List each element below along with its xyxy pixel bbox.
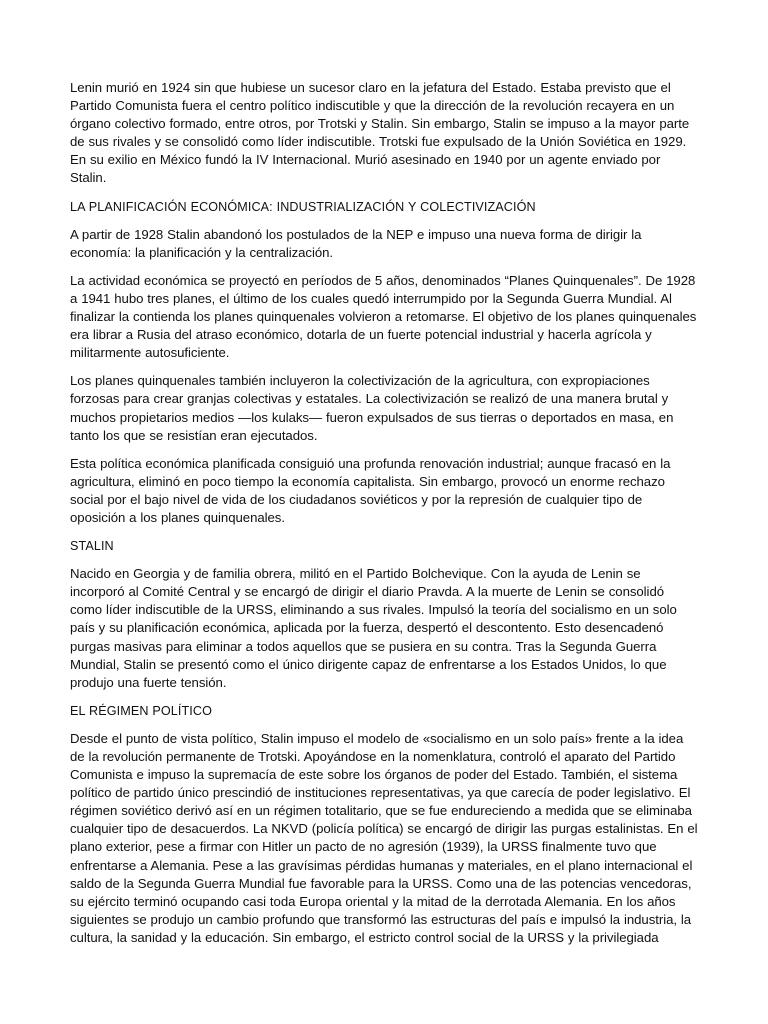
paragraph-colectivizacion: Los planes quinquenales también incluyeron la colectivización de la agricultura, con expropiaciones forzosas para crear granjas colectivas y estatales. La colectivización se realizó de una manera brutal y muchos propietarios medios —los kulaks— fueron expulsados de sus tierras o deportados en masa, en tanto los que se resistían eran ejecutados. (70, 373, 674, 443)
paragraph-lenin-death: Lenin murió en 1924 sin que hubiese un sucesor claro en la jefatura del Estado. Estaba previsto que el Partido Comunista fuera el centro político indiscutible y que la dirección de la revolución recayera en un órgano colectivo formado, entre otros, por Trotski y Stalin. Sin embargo, Stalin se impuso a la mayor parte de sus rivales y se consolidó como líder indiscutible. Trotski fue expulsado de la Unión Soviética en 1929. En su exilio en México fundó la IV Internacional. Murió asesinado en 1940 por un agente enviado por Stalin. (70, 80, 690, 186)
heading-stalin: STALIN (70, 539, 114, 554)
paragraph-planificacion-intro: A partir de 1928 Stalin abandonó los postulados de la NEP e impuso una nueva forma de dirigir la economía: la planificación y la centralización. (70, 226, 642, 260)
paragraph-planes-quinquenales: La actividad económica se proyectó en períodos de 5 años, denominados “Planes Quinquenales”. De 1928 a 1941 hubo tres planes, el último de los cuales quedó interrumpido por la Segunda Guerra Mundial. Al finalizar la contienda los planes quinquenales volvieron a retomarse. El objetivo de los planes quinquenales era librar a Rusia del atraso económico, dotarla de un fuerte potencial industrial y hacerla agrícola y militarmente autosuficiente. (70, 272, 697, 361)
heading-planificacion-economica: LA PLANIFICACIÓN ECONÓMICA: INDUSTRIALIZACIÓN Y COLECTIVIZACIÓN (70, 199, 536, 214)
paragraph-regimen-politico: Desde el punto de vista político, Stalin impuso el modelo de «socialismo en un solo país» frente a la idea de la revolución permanente de Trotski. Apoyándose en la nomenklatura, controló el aparato del Partido Comunista e impuso la supremacía de este sobre los órganos de poder del Estado. También, el sistema político de partido único prescindió de instituciones representativas, ya que carecía de poder legislativo. El régimen soviético derivó así en un régimen totalitario, que se fue endureciendo a medida que se eliminaba cualquier tipo de desacuerdos. La NKVD (policía política) se encargó de dirigir las purgas estalinistas. En el plano exterior, pese a firmar con Hitler un pacto de no agresión (1939), la URSS finalmente tuvo que enfrentarse a Alemania. Pese a las gravísimas pérdidas humanas y materiales, en el plano internacional el saldo de la Segunda Guerra Mundial fue favorable para la URSS. Como una de las potencias vencedoras, su ejército terminó ocupando casi toda Europa oriental y la mitad de la derrotada Alemania. En los años siguientes se produjo un cambio profundo que transformó las estructuras del país e impulsó la industria, la cultura, la sanidad y la educación. Sin embargo, el estricto control social de la URSS y la privilegiada (70, 730, 698, 945)
heading-regimen-politico: EL RÉGIMEN POLÍTICO (70, 703, 212, 718)
paragraph-stalin-bio: Nacido en Georgia y de familia obrera, militó en el Partido Bolchevique. Con la ayuda de Lenin se incorporó al Comité Central y se encargó de dirigir el diario Pravda. A la muerte de Lenin se consolidó como líder indiscutible de la URSS, eliminando a sus rivales. Impulsó la teoría del socialismo en un solo país y su planificación económica, aplicada por la fuerza, despertó el descontento. Esto desencadenó purgas masivas para eliminar a todos aquellos que se pusiera en su contra. Tras la Segunda Guerra Mundial, Stalin se presentó como el único dirigente capaz de enfrentarse a los Estados Unidos, lo que produjo una fuerte tensión. (70, 566, 677, 690)
document-page (70, 79, 698, 957)
paragraph-politica-economica: Esta política económica planificada consiguió una profunda renovación industrial; aunque fracasó en la agricultura, eliminó en poco tiempo la economía capitalista. Sin embargo, provocó un enorme rechazo social por el bajo nivel de vida de los ciudadanos soviéticos y por la represión de cualquier tipo de oposición a los planes quinquenales. (70, 455, 671, 525)
